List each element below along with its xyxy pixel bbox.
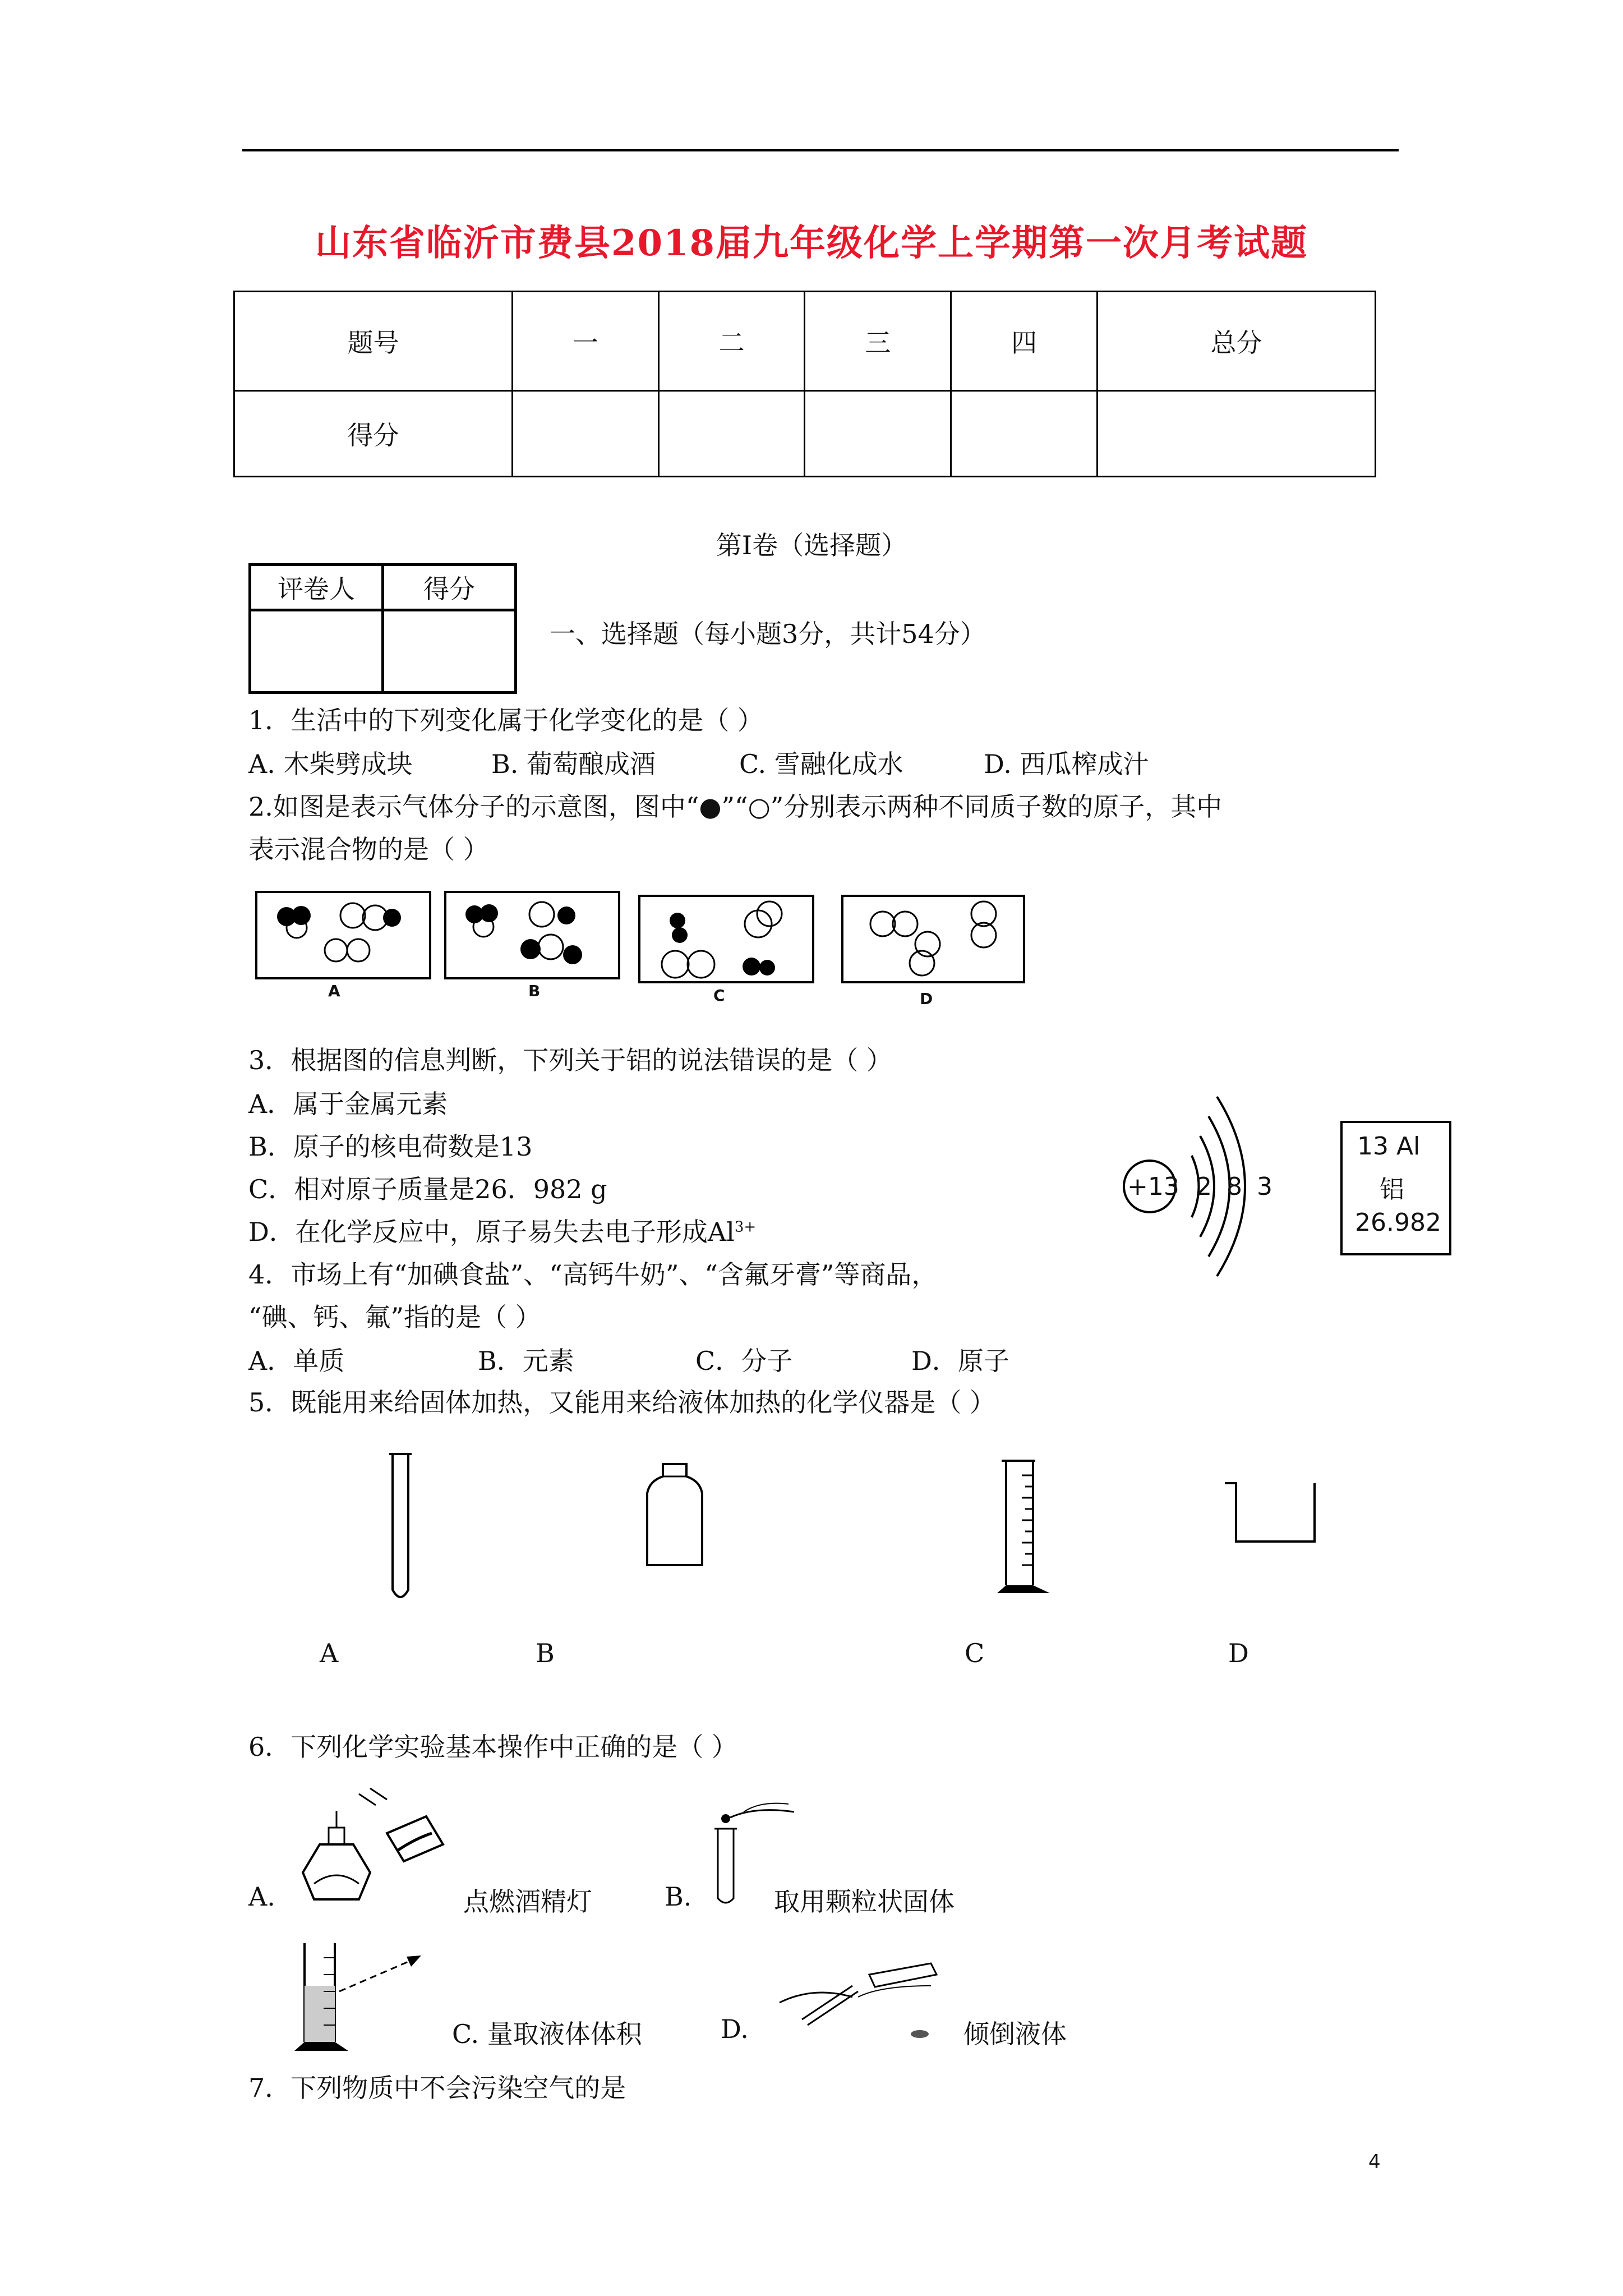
grader-blank[interactable] [383, 610, 516, 693]
header-rule [242, 149, 1399, 151]
grader-table [248, 563, 517, 694]
q4-stem-line1: 4．市场上有“加碘食盐”、“高钙牛奶”、“含氟牙膏”等商品， [248, 1259, 938, 1290]
ion-charge: 3+ [734, 1218, 757, 1236]
molecule-diagram-c [640, 897, 812, 981]
element-mass: 26.982 [1355, 1208, 1441, 1237]
score-blank-cell[interactable] [512, 391, 658, 477]
q5-label-a: A [320, 1638, 339, 1668]
molecule-diagram-b [446, 893, 618, 977]
q2-stem-line1: 2.如图是表示气体分子的示意图，图中“●”“○”分别表示两种不同质子数的原子，其中 [248, 792, 1223, 822]
reagent-bottle-icon[interactable] [644, 1462, 706, 1568]
q3-option-a: A．属于金属元素 [248, 1089, 448, 1119]
q6-letter-b: B. [665, 1881, 692, 1912]
grader-blank[interactable] [250, 610, 383, 693]
q3-option-c: C．相对原子质量是26．982 g [248, 1174, 607, 1204]
q1-option-c: C. 雪融化成水 [739, 749, 903, 779]
q2-stem-line2: 表示混合物的是（ ） [248, 834, 489, 864]
q1-option-b: B. 葡萄酿成酒 [491, 749, 656, 779]
q5-label-d: D [1228, 1638, 1249, 1668]
lamp-lighting-icon [292, 1777, 460, 1906]
q6-option-d-text: 倾倒液体 [963, 2019, 1067, 2049]
q7-stem: 7．下列物质中不会污染空气的是 [248, 2073, 626, 2103]
test-tube-icon[interactable] [387, 1452, 414, 1604]
graduated-cylinder-icon[interactable] [994, 1458, 1055, 1596]
page-title: 山东省临沂市费县2018届九年级化学上学期第一次月考试题 [315, 222, 1308, 264]
molecule-figure-a[interactable] [255, 891, 431, 979]
q4-option-b: B．元素 [478, 1346, 574, 1376]
element-name: 铝 [1380, 1175, 1404, 1204]
beaker-icon[interactable] [1223, 1481, 1324, 1548]
q6-option-c-text: C. 量取液体体积 [452, 2019, 642, 2049]
molecule-label-d: D [920, 990, 933, 1008]
q3-option-d [248, 1212, 756, 1249]
q6-stem: 6．下列化学实验基本操作中正确的是（ ） [248, 1732, 737, 1762]
molecule-figure-b[interactable] [444, 891, 620, 979]
q5-stem: 5．既能用来给固体加热，又能用来给液体加热的化学仪器是（ ） [248, 1387, 995, 1418]
molecule-label-c: C [713, 986, 725, 1005]
score-header-cell: 总分 [1098, 292, 1376, 391]
pour-liquid-icon [768, 1952, 948, 2047]
section-title: 第Ⅰ卷（选择题） [716, 530, 907, 560]
score-row-label: 得分 [234, 391, 513, 477]
q6-option-b-text: 取用颗粒状固体 [774, 1887, 955, 1917]
molecule-diagram-d [843, 897, 1023, 981]
score-header-cell: 一 [512, 292, 658, 391]
q1-option-d: D. 西瓜榨成汁 [984, 749, 1149, 779]
atom-nucleus-label: +13 [1127, 1172, 1179, 1201]
measure-volume-icon [289, 1941, 423, 2053]
score-table [233, 291, 1376, 477]
q5-label-b: B [536, 1638, 555, 1668]
q4-option-c: C．分子 [695, 1346, 793, 1376]
q5-label-c: C [965, 1638, 985, 1668]
molecule-diagram-a [257, 893, 429, 977]
q1-stem: 1．生活中的下列变化属于化学变化的是（ ） [248, 705, 763, 735]
q6-option-a-text: 点燃酒精灯 [463, 1887, 592, 1917]
score-blank-cell[interactable] [805, 391, 951, 477]
q4-option-a: A．单质 [248, 1346, 345, 1376]
score-blank-cell[interactable] [1098, 391, 1376, 477]
page-number: 4 [1368, 2151, 1381, 2173]
q6-letter-d: D. [721, 2014, 749, 2044]
grader-header: 评卷人 [250, 565, 383, 610]
q4-stem-line2: “碘、钙、氟”指的是（ ） [248, 1302, 541, 1332]
score-blank-cell[interactable] [658, 391, 805, 477]
molecule-label-b: B [528, 982, 541, 1000]
q6-letter-a: A. [248, 1881, 275, 1912]
score-header-cell: 题号 [234, 292, 513, 391]
score-header-cell: 二 [658, 292, 805, 391]
molecule-figure-c[interactable] [638, 895, 814, 983]
q4-option-d: D．原子 [911, 1346, 1009, 1376]
q3-option-b: B．原子的核电荷数是13 [248, 1131, 533, 1162]
q1-option-a: A. 木柴劈成块 [248, 749, 413, 779]
q3-stem: 3．根据图的信息判断，下列关于铝的说法错误的是（ ） [248, 1045, 892, 1075]
molecule-figure-d[interactable] [841, 895, 1025, 983]
element-card [1340, 1121, 1451, 1255]
score-header-cell: 三 [805, 292, 951, 391]
score-blank-cell[interactable] [951, 391, 1098, 477]
grader-header: 得分 [383, 565, 516, 610]
atom-shells-label: 2 8 3 [1196, 1172, 1272, 1201]
score-header-cell: 四 [951, 292, 1098, 391]
q3-option-d-text: D．在化学反应中，原子易失去电子形成Al [248, 1217, 735, 1247]
element-number-symbol: 13 Al [1357, 1132, 1421, 1161]
molecule-label-a: A [328, 982, 340, 1000]
part-heading: 一、选择题（每小题3分，共计54分） [550, 619, 986, 649]
